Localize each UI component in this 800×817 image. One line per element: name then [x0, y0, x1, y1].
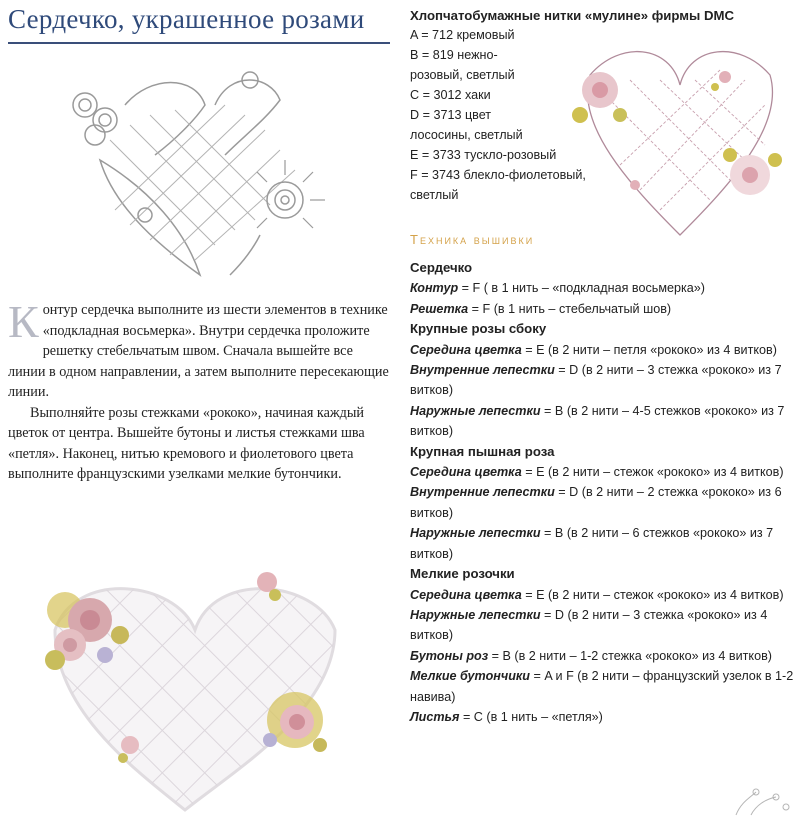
section-title: Сердечко [410, 260, 473, 275]
instruction-label: Наружные лепестки [410, 403, 541, 418]
thread-line: розовый, светлый [410, 68, 515, 82]
intro-text [8, 296, 393, 485]
instruction-row [410, 666, 795, 707]
thread-line: E = 3733 тускло-розовый [410, 148, 557, 162]
instruction-label: Середина цветка [410, 587, 522, 602]
instruction-row [410, 299, 795, 319]
thread-line: D = 3713 цвет [410, 108, 492, 122]
instruction-text: = E (в 2 нити – стежок «рококо» из 4 витков) [521, 587, 784, 602]
instruction-row [410, 605, 795, 646]
instruction-text: = F (в 1 нить – стебельчатый шов) [468, 301, 672, 316]
instruction-label: Середина цветка [410, 465, 522, 480]
instruction-row [410, 585, 795, 605]
instruction-label: Внутренние лепестки [410, 485, 555, 500]
drop-cap: К [8, 296, 39, 347]
instruction-label: Наружные лепестки [410, 607, 541, 622]
instruction-row [410, 401, 795, 442]
instruction-label: Середина цветка [410, 342, 522, 357]
instruction-row [410, 646, 795, 666]
intro-paragraph-1: онтур сердечка выполните из шести элементов в технике «подкладная восьмерка». Внутри сердечка проложите решетку стебельчатым швом. Сначала вышейте все линии в одном направлении, а затем выполните пересекающие линии. [8, 302, 389, 400]
intro-paragraph-2: Выполняйте розы стежками «рококо», начиная каждый цветок от центра. Вышейте бутоны и листья стежками шва «петля». Наконец, нитью кремового и фиолетового цвета выполните французскими узелками мелкие бутончики. [8, 404, 365, 482]
heart-color-pattern-drawing [560, 35, 800, 245]
instruction-text: = C (в 1 нить – «петля») [459, 709, 603, 724]
instruction-text: = E (в 2 нити – стежок «рококо» из 4 витков) [521, 465, 784, 480]
corner-ornament [726, 787, 796, 817]
thread-line: лососины, светлый [410, 128, 523, 142]
section-title: Крупные розы сбоку [410, 321, 547, 337]
instruction-row [410, 707, 795, 727]
section-title: Мелкие розочки [410, 566, 515, 582]
instruction-text: = A и F (в 2 нити – французский узелок в 1-2 навива) [410, 669, 794, 704]
instruction-label: Наружные лепестки [410, 526, 541, 541]
instruction-label: Бутоны роз [410, 648, 489, 663]
instruction-row [410, 278, 795, 298]
instruction-text: = B (в 2 нити – 4-5 стежков «рококо» из 7 витков) [410, 403, 785, 439]
instruction-label: Мелкие бутончики [410, 669, 530, 684]
instruction-row [410, 482, 795, 523]
instruction-text: = F ( в 1 нить – «подкладная восьмерка») [458, 281, 706, 296]
instruction-label: Внутренние лепестки [410, 363, 555, 378]
section-title: Крупная пышная роза [410, 443, 555, 459]
thread-line: светлый [410, 188, 459, 202]
technique-heading: Техника вышивки [410, 232, 535, 247]
thread-line: F = 3743 блекло-фиолетовый, [410, 168, 586, 182]
thread-line: B = 819 нежно- [410, 48, 498, 62]
instruction-text: = D (в 2 нити – 2 стежка «рококо» из 6 витков) [410, 485, 782, 520]
heart-pattern-drawing [55, 60, 395, 285]
instruction-text: = B (в 2 нити – 6 стежков «рококо» из 7 витков) [410, 526, 774, 561]
instruction-row [410, 462, 795, 482]
technique-instructions [410, 258, 795, 727]
title-divider [8, 42, 390, 44]
instruction-row [410, 360, 795, 401]
instruction-text: = E (в 2 нити – петля «рококо» из 4 витков) [521, 342, 777, 357]
threads-heading: Хлопчатобумажные нитки «мулине» фирмы DMC [410, 8, 734, 23]
instruction-label: Решетка [410, 301, 469, 316]
instruction-label: Листья [410, 709, 460, 724]
embroidered-heart-photo [35, 560, 355, 817]
instruction-text: = D (в 2 нити – 3 стежка «рококо» из 7 витков) [410, 363, 782, 398]
instruction-row [410, 523, 795, 564]
thread-line: A = 712 кремовый [410, 28, 515, 42]
instruction-label: Контур [410, 281, 459, 296]
page-title: Сердечко, украшенное розами [8, 4, 365, 34]
instruction-text: = B (в 2 нити – 1-2 стежка «рококо» из 4 витков) [488, 648, 772, 663]
instruction-text: = D (в 2 нити – 3 стежка «рококо» из 4 витков) [410, 607, 768, 643]
instruction-row [410, 340, 795, 360]
thread-line: C = 3012 хаки [410, 88, 491, 102]
